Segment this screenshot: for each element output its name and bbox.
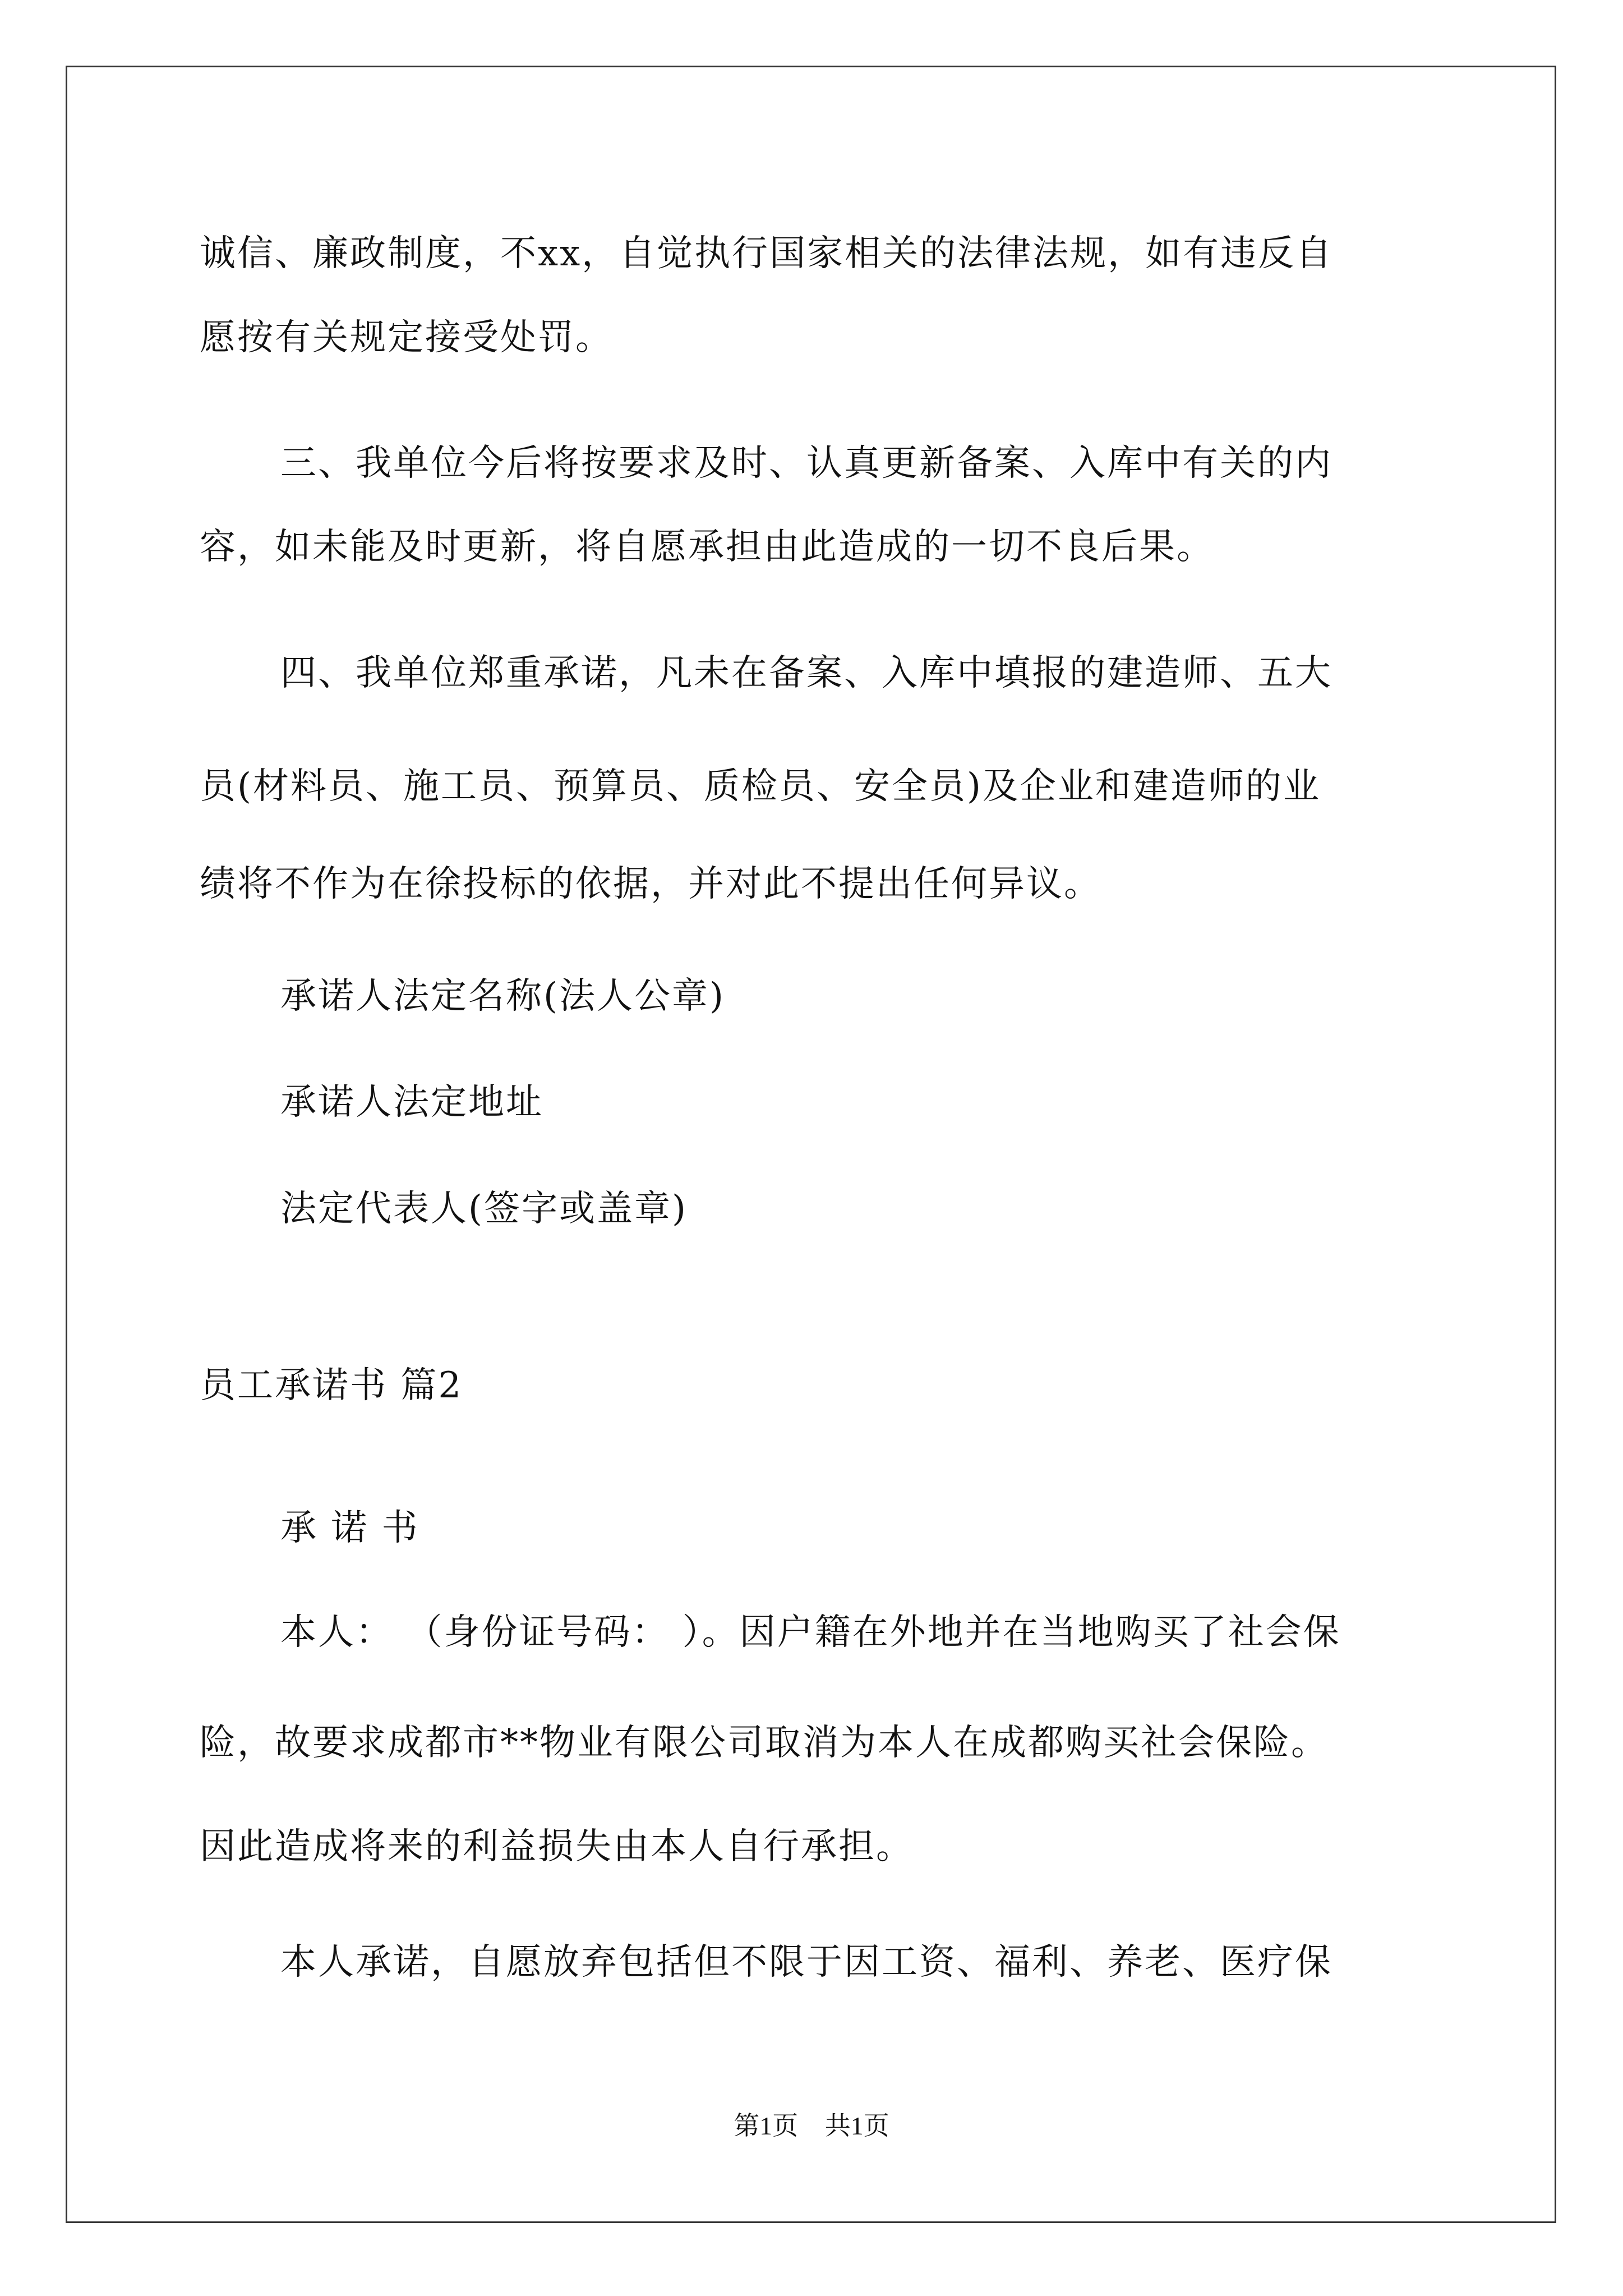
body-line-6: 员(材料员、施工员、预算员、质检员、安全员)及企业和建造师的业 [200,766,1321,807]
signatory-address-line: 承诺人法定地址 [280,1082,543,1123]
body-line-2: 愿按有关规定接受处罚。 [200,317,613,358]
legal-representative-line: 法定代表人(签字或盖章) [280,1188,688,1230]
page-number: 第1页 [734,2111,799,2140]
body-line-3: 三、我单位今后将按要求及时、认真更新备案、入库中有关的内 [280,443,1332,484]
body-line-10: 因此造成将来的利益损失由本人自行承担。 [200,1826,914,1867]
document-title: 承 诺 书 [280,1507,419,1549]
body-line-1: 诚信、廉政制度，不xx，自觉执行国家相关的法律法规，如有违反自 [200,233,1334,274]
section-heading: 员工承诺书 篇2 [200,1365,463,1406]
body-line-8: 本人： （身份证号码： ）。因户籍在外地并在当地购买了社会保 [280,1612,1341,1653]
page-border [66,66,1556,2223]
signatory-name-line: 承诺人法定名称(法人公章) [280,976,725,1017]
body-line-11: 本人承诺，自愿放弃包括但不限于因工资、福利、养老、医疗保 [280,1941,1332,1983]
body-line-5: 四、我单位郑重承诺，凡未在备案、入库中填报的建造师、五大 [280,652,1332,694]
body-line-4: 容，如未能及时更新，将自愿承担由此造成的一切不良后果。 [200,526,1214,568]
page-footer [0,2109,1623,2143]
page-total: 共1页 [824,2111,889,2140]
body-line-9: 险，故要求成都市**物业有限公司取消为本人在成都购买社会保险。 [200,1722,1329,1764]
body-line-7: 绩将不作为在徐投标的依据，并对此不提出任何异议。 [200,863,1101,905]
